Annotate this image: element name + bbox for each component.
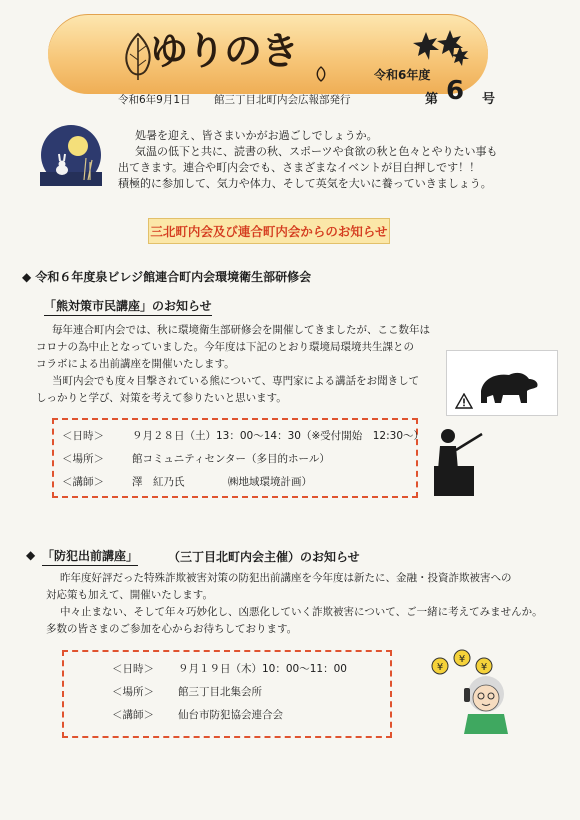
article1-paragraph: 毎年連合町内会では、秋に環境衛生部研修会を開催してきましたが、ここ数年は — [52, 324, 430, 336]
senior-phone-icon — [428, 648, 518, 734]
article2-heading-rest: （三丁目北町内会主催）のお知らせ — [168, 550, 360, 564]
article2-body — [46, 570, 556, 638]
a1-place-label: ＜場所＞ — [62, 453, 104, 465]
svg-text:¥: ¥ — [458, 654, 466, 665]
a2-lecturer-label: ＜講師＞ — [112, 709, 154, 721]
greeting-line-4: 積極的に参加して、気力や体力、そして英気を大いに養っていきましょう。 — [118, 177, 492, 190]
maple-leaves-icon — [412, 28, 472, 68]
article1-paragraph: コロナの為中止となっていました。今年度は下記のとおり環境局環境共生課との — [36, 341, 414, 353]
a1-lecturer-org: ㈱地域環境計画） — [228, 476, 312, 488]
issue-number: 6 — [446, 76, 465, 106]
greeting-line-2: 気温の低下と共に、読書の秋、スポーツや食欲の秋と色々とやりたい事も — [135, 145, 498, 158]
a2-place: 館三丁目北集会所 — [178, 686, 262, 698]
greeting-line-3: 出てきます。連合や町内会でも、さまざまなイベントが目白押しです！！ — [118, 161, 481, 174]
article2-bullet: ◆ — [26, 548, 36, 562]
a2-datetime-label: ＜日時＞ — [112, 663, 154, 675]
a1-lecturer-label: ＜講師＞ — [62, 476, 104, 488]
publisher: 館三丁目北町内会広報部発行 — [214, 94, 351, 106]
svg-text:¥: ¥ — [480, 662, 488, 673]
article2-paragraph: 多数の皆さまのご参加を心からお待ちしております。 — [46, 623, 298, 635]
a2-lecturer: 仙台市防犯協会連合会 — [178, 709, 283, 721]
a1-place: 館コミュニティセンター（多目的ホール） — [132, 453, 330, 465]
a2-place-label: ＜場所＞ — [112, 686, 154, 698]
article1-paragraph: しっかりと学び、対策を考えて参りたいと思います。 — [36, 392, 287, 404]
a1-datetime: ９月２８日（土）13：00～14：30（※受付開始 12:30～） — [132, 430, 424, 442]
lecturer-icon — [430, 426, 494, 498]
article2-paragraph: 中々止まない、そして年々巧妙化し、凶悪化していく詐欺被害について、ご一緒に考えてみませんか。 — [60, 606, 543, 618]
small-leaf-icon — [314, 66, 328, 82]
svg-text:¥: ¥ — [436, 662, 444, 673]
article2-paragraph: 昨年度好評だった特殊詐欺被害対策の防犯出前講座を今年度は新たに、金融・投資詐欺被害への — [60, 572, 512, 584]
warning-icon — [455, 393, 473, 409]
moon-rabbit-icon — [40, 124, 102, 186]
article1-heading: ◆ 令和６年度泉ビレジ館連合町内会環境衛生部研修会 — [22, 270, 312, 284]
issue-era: 令和6年度 — [374, 68, 431, 82]
article1-paragraph: 当町内会でも度々目撃されている熊について、専門家による講話をお聞きして — [52, 375, 420, 387]
article2-paragraph: 対応策も加えて、開催いたします。 — [46, 589, 213, 601]
article1-body — [36, 322, 436, 407]
issue-prefix: 第 — [425, 92, 439, 107]
article2-subtitle: 「防犯出前講座」 — [42, 547, 138, 566]
publication-date: 令和6年9月1日 — [118, 94, 191, 106]
a2-datetime: ９月１９日（木）10：00～11：00 — [178, 663, 347, 675]
bear-warning-sign — [446, 350, 558, 416]
a1-datetime-label: ＜日時＞ — [62, 430, 104, 442]
section-header: 三北町内会及び連合町内会からのお知らせ — [148, 218, 390, 244]
issue-suffix: 号 — [482, 92, 496, 107]
article1-subtitle: 「熊対策市民講座」のお知らせ — [44, 297, 212, 316]
article1-paragraph: コラボによる出前講座を開催いたします。 — [36, 358, 235, 370]
greeting-line-1: 処暑を迎え、皆さまいかがお過ごしでしょうか。 — [135, 129, 378, 142]
a1-lecturer: 澤 紅乃氏 — [132, 476, 185, 488]
newsletter-title: ゆりのき — [150, 28, 299, 73]
